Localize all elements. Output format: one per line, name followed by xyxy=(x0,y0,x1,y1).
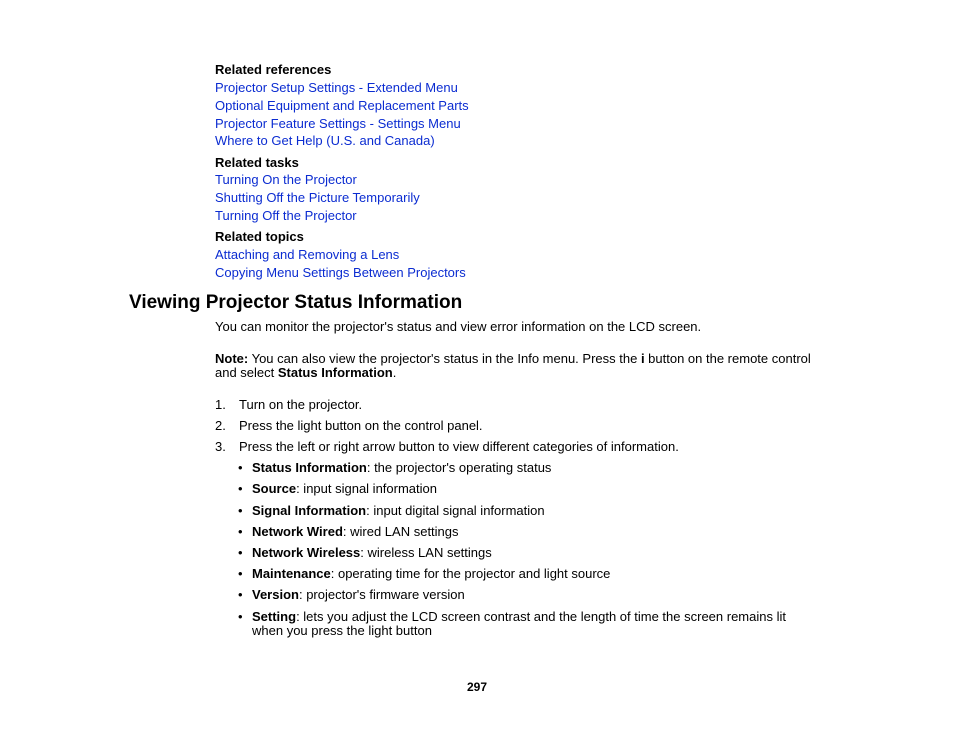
link-turning-on-projector[interactable]: Turning On the Projector xyxy=(215,172,357,187)
step-number: 2. xyxy=(215,418,226,433)
note-line-2 xyxy=(215,366,396,380)
note-text-3: and select xyxy=(215,365,278,380)
bullet-term: Source xyxy=(252,481,297,496)
link-turning-off-projector[interactable]: Turning Off the Projector xyxy=(215,208,357,223)
link-projector-feature-settings[interactable]: Projector Feature Settings - Settings Menu xyxy=(215,116,461,131)
bullet-term: Maintenance xyxy=(252,566,331,581)
bullet-desc: : input signal information xyxy=(296,481,437,496)
bullet-desc: : lets you adjust the LCD screen contrast and the length of time the screen remains lit xyxy=(296,609,786,624)
bullet-icon: • xyxy=(238,545,243,560)
info-key: i xyxy=(640,351,645,366)
bullet-term: Setting xyxy=(252,609,297,624)
step-number: 1. xyxy=(215,397,226,412)
bullet-term: Status Information xyxy=(252,460,367,475)
note-text-1: You can also view the projector's status in the Info menu. Press the xyxy=(248,351,641,366)
bullet-desc: : wireless LAN settings xyxy=(360,545,492,560)
note-line-1 xyxy=(215,352,811,366)
list-item xyxy=(0,610,954,640)
step-text: Press the light button on the control panel. xyxy=(239,418,483,433)
bullet-desc: : the projector's operating status xyxy=(366,460,552,475)
bullet-icon: • xyxy=(238,566,243,581)
note-bold: Status Information xyxy=(277,365,393,380)
section-title: Viewing Projector Status Information xyxy=(129,292,463,313)
bullet-desc: : operating time for the projector and light source xyxy=(330,566,611,581)
bullet-icon: • xyxy=(238,481,243,496)
related-topics-heading: Related topics xyxy=(215,229,304,244)
step-text: Press the left or right arrow button to view different categories of information. xyxy=(239,439,679,454)
step-text: Turn on the projector. xyxy=(239,397,363,412)
link-projector-setup-settings[interactable]: Projector Setup Settings - Extended Menu xyxy=(215,80,458,95)
bullet-icon: • xyxy=(238,587,243,602)
page-number: 297 xyxy=(466,680,488,694)
link-optional-equipment[interactable]: Optional Equipment and Replacement Parts xyxy=(215,98,469,113)
link-shutting-off-picture[interactable]: Shutting Off the Picture Temporarily xyxy=(215,190,420,205)
bullet-icon: • xyxy=(238,503,243,518)
bullet-icon: • xyxy=(238,524,243,539)
bullet-term: Network Wireless xyxy=(252,545,361,560)
bullet-term: Version xyxy=(252,587,299,602)
step-number: 3. xyxy=(215,439,226,454)
bullet-term: Signal Information xyxy=(252,503,367,518)
link-where-to-get-help[interactable]: Where to Get Help (U.S. and Canada) xyxy=(215,133,435,148)
link-attaching-removing-lens[interactable]: Attaching and Removing a Lens xyxy=(215,247,400,262)
intro-text: You can monitor the projector's status and view error information on the LCD screen. xyxy=(215,319,702,334)
link-copying-menu-settings[interactable]: Copying Menu Settings Between Projectors xyxy=(215,265,466,280)
bullet-desc: : wired LAN settings xyxy=(342,524,459,539)
bullet-desc: : projector's firmware version xyxy=(298,587,465,602)
note-text-2: button on the remote control xyxy=(644,351,811,366)
bullet-icon: • xyxy=(238,609,243,624)
bullet-desc-continued: when you press the light button xyxy=(252,623,432,638)
bullet-icon: • xyxy=(238,460,243,475)
bullet-term: Network Wired xyxy=(252,524,343,539)
note-end: . xyxy=(392,365,397,380)
note-label: Note: xyxy=(215,351,249,366)
related-references-heading: Related references xyxy=(215,62,332,77)
bullet-desc: : input digital signal information xyxy=(366,503,545,518)
related-tasks-heading: Related tasks xyxy=(215,155,299,170)
